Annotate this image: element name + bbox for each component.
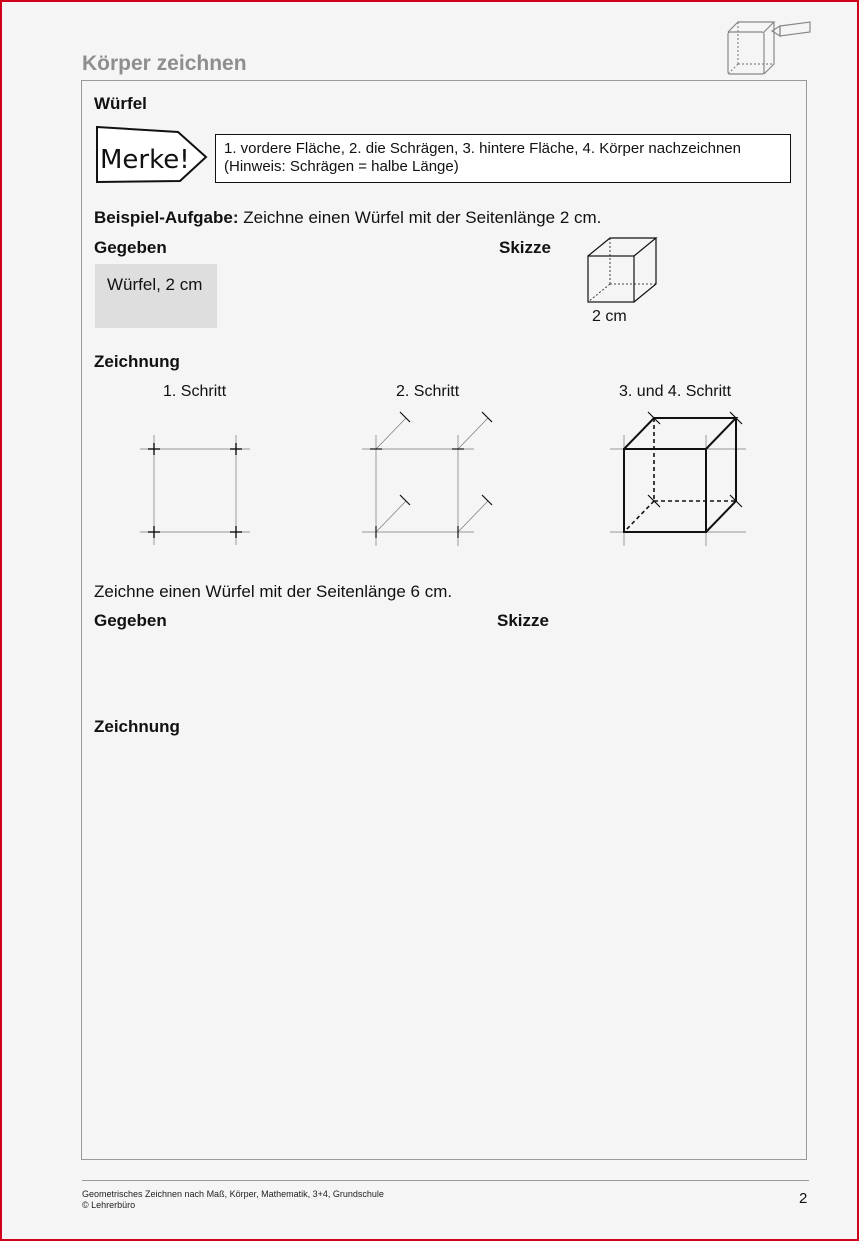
footer-line-2: © Lehrerbüro bbox=[82, 1200, 136, 1210]
step-1-label: 1. Schritt bbox=[163, 383, 227, 400]
exercise-skizze-label: Skizze bbox=[497, 611, 549, 630]
section-heading: Würfel bbox=[94, 94, 147, 113]
example-task-label: Beispiel-Aufgabe: bbox=[94, 208, 239, 227]
merke-line-2: (Hinweis: Schrägen = halbe Länge) bbox=[224, 158, 459, 175]
example-task bbox=[94, 208, 601, 228]
example-task-text: Zeichne einen Würfel mit der Seitenlänge 2 cm. bbox=[238, 208, 602, 227]
example-gegeben-label: Gegeben bbox=[94, 238, 167, 257]
step-2-label: 2. Schritt bbox=[396, 383, 460, 400]
step-3-drawing bbox=[606, 408, 756, 550]
step-2-drawing bbox=[358, 408, 504, 550]
footer-divider bbox=[82, 1180, 809, 1181]
content-frame bbox=[81, 80, 807, 1160]
gegeben-value: Würfel, 2 cm bbox=[107, 275, 203, 294]
step-3-label: 3. und 4. Schritt bbox=[619, 383, 732, 400]
merke-line-1: 1. vordere Fläche, 2. die Schrägen, 3. hintere Fläche, 4. Körper nachzeichnen bbox=[224, 140, 741, 157]
merke-label: Merke! bbox=[100, 145, 190, 175]
exercise-zeichnung-label: Zeichnung bbox=[94, 717, 180, 736]
skizze-caption: 2 cm bbox=[592, 308, 627, 325]
page-title: Körper zeichnen bbox=[82, 52, 247, 75]
cube-sketch bbox=[584, 234, 664, 308]
cube-with-pencil-icon bbox=[722, 18, 814, 78]
exercise-gegeben-label: Gegeben bbox=[94, 611, 167, 630]
example-zeichnung-label: Zeichnung bbox=[94, 352, 180, 371]
exercise-task: Zeichne einen Würfel mit der Seitenlänge 6 cm. bbox=[94, 582, 453, 601]
merke-badge bbox=[94, 124, 210, 186]
footer-text bbox=[82, 1189, 384, 1211]
merke-hint-box bbox=[215, 134, 791, 183]
example-skizze-label: Skizze bbox=[499, 238, 551, 257]
page-number: 2 bbox=[799, 1190, 808, 1207]
gegeben-value-box bbox=[95, 264, 217, 328]
step-1-drawing bbox=[138, 430, 254, 550]
footer-line-1: Geometrisches Zeichnen nach Maß, Körper, Mathematik, 3+4, Grundschule bbox=[82, 1189, 384, 1199]
